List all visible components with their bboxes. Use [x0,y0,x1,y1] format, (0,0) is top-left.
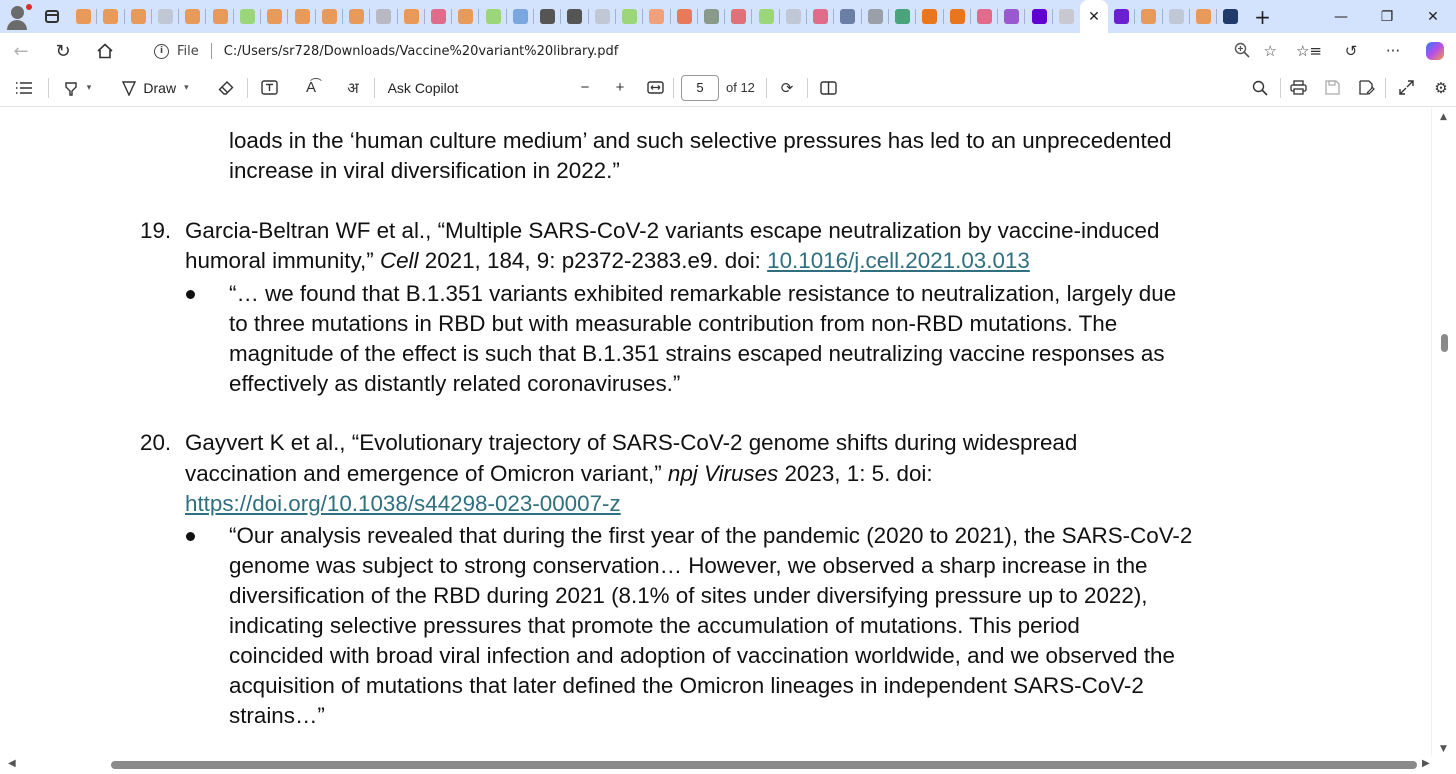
back-button[interactable] [0,33,42,69]
browser-tab[interactable] [944,0,971,33]
browser-tab[interactable] [725,0,752,33]
home-icon [96,42,114,60]
browser-tab[interactable] [1190,0,1217,33]
contents-button[interactable] [0,69,48,107]
bookmark-icon [131,9,146,24]
play-icon [240,9,255,24]
mk-icon [376,9,391,24]
scroll-thumb[interactable] [111,761,1417,769]
yahoo-icon [1032,9,1047,24]
bookmark-icon [1141,9,1156,24]
bookmark-icon [295,9,310,24]
search-icon [1252,80,1268,96]
draw-label: Draw [143,79,177,96]
bookmark-icon [267,9,282,24]
favorites-icon: ☆≡ [1295,42,1322,60]
scroll-up-icon[interactable]: ▲ [1440,112,1447,122]
close-tab-icon[interactable]: ✕ [1088,8,1100,25]
history-button[interactable] [1330,42,1372,60]
chevron-down-icon[interactable]: ▾ [86,82,92,92]
browser-tab[interactable] [889,0,916,33]
quote-line: genome was subject to strong conservation… However, we observed a sharp increase in the [229,553,1148,578]
quote-line: coincided with broad viral infection and adoption of vaccination worldwide, and we observed the [229,643,1175,668]
browser-tab[interactable] [507,0,534,33]
rotate-icon: ⟳ [780,79,794,97]
bookmark-icon [322,9,337,24]
video-icon [977,9,992,24]
browser-tab[interactable] [234,0,261,33]
bullet [186,290,195,299]
horizontal-scrollbar[interactable] [0,756,1456,774]
tab-list-after [1108,0,1244,33]
page-number-container [674,69,726,107]
url-text[interactable]: C:/Users/sr728/Downloads/Vaccine%20variant%20library.pdf [223,43,619,59]
bullet [186,532,195,541]
browser-tab[interactable] [1163,0,1190,33]
mail-icon [1114,9,1129,24]
browser-tab[interactable] [643,0,670,33]
rotate-button[interactable] [767,69,807,107]
leaf-icon [704,9,719,24]
browser-tab[interactable] [97,0,124,33]
plus-icon: + [615,79,625,96]
profile-avatar-icon[interactable] [0,0,34,33]
browser-tab[interactable] [452,0,479,33]
chevron-down-icon[interactable]: ▾ [184,82,189,92]
video-icon [813,9,828,24]
browser-tab[interactable] [561,0,588,33]
page-number-input[interactable]: 5 [681,75,719,101]
quote-line: “… we found that B.1.351 variants exhibited remarkable resistance to neutralization, largely due [229,281,1177,306]
tab-actions-icon[interactable] [34,0,70,33]
video-icon [431,9,446,24]
paragraph-line: increase in viral diversification in 2022.” [229,158,620,183]
fullscreen-button[interactable] [1386,69,1426,107]
browser-tab[interactable] [288,0,315,33]
settings-button[interactable] [1426,69,1456,107]
play-icon [759,9,774,24]
divider [211,43,212,59]
reference-number: 19. [140,218,172,243]
draw-button[interactable] [105,69,205,107]
news-icon [840,9,855,24]
doi-link[interactable]: https://doi.org/10.1038/s44298-023-00007-z [185,491,621,516]
browser-tab[interactable] [1217,0,1244,33]
fit-width-icon [647,81,664,94]
scroll-thumb[interactable] [1441,334,1448,352]
highlighter-icon [63,80,79,96]
zb-icon [1059,9,1074,24]
more-icon: ··· [1385,42,1401,60]
quote-line: to three mutations in RBD but with measurable contribution from non-RBD mutations. The [229,311,1118,336]
browser-tab[interactable] [998,0,1025,33]
quote-line: indicating selective pressures that promote the accumulation of mutations. This period [229,613,1080,638]
close-window-button[interactable]: ✕ [1427,8,1439,25]
notification-dot [26,4,32,10]
browser-tab[interactable] [316,0,343,33]
ask-copilot-button[interactable] [375,69,471,107]
address-bar[interactable] [137,36,1283,66]
browser-tab[interactable] [671,0,698,33]
play-icon [622,9,637,24]
home-button[interactable] [84,33,126,69]
file-scheme-label: File [177,43,199,59]
browser-tab[interactable] [698,0,725,33]
find-button[interactable] [1240,69,1280,107]
bookmark-icon [404,9,419,24]
vertical-scrollbar[interactable] [1431,108,1456,758]
browser-tab[interactable] [862,0,889,33]
quote-line: effectively as distantly related coronaviruses.” [229,371,681,396]
browser-tab[interactable] [261,0,288,33]
window-controls [1318,0,1456,33]
b-icon [649,9,664,24]
address-row [0,33,1456,69]
fox-news-icon [1223,9,1238,24]
browser-tab[interactable] [479,0,506,33]
browser-tab[interactable] [343,0,370,33]
pulse-icon [786,9,801,24]
browser-tab[interactable] [752,0,779,33]
browser-tab[interactable] [780,0,807,33]
browser-tab[interactable] [125,0,152,33]
refresh-button[interactable] [42,33,84,69]
save-as-icon [1359,80,1375,96]
favorite-star-icon[interactable]: ☆ [1263,42,1277,60]
erase-button[interactable] [205,69,247,107]
browser-tab[interactable] [834,0,861,33]
tab-strip [0,0,1456,33]
page-view-button[interactable] [808,69,848,107]
browser-tab[interactable] [807,0,834,33]
highlight-button[interactable] [49,69,105,107]
bookmark-icon [213,9,228,24]
reference-title: Garcia-Beltran WF et al., “Multiple SARS-CoV-2 variants escape neutralization by vaccine-induced [185,218,1160,243]
translate-button[interactable] [332,69,374,107]
browser-tab[interactable] [971,0,998,33]
pdf-toolbar [0,69,1456,107]
browser-tab[interactable] [1135,0,1162,33]
page-count-label: of 12 [726,80,755,95]
browser-tab[interactable] [70,0,97,33]
minimize-button[interactable]: — [1334,8,1348,25]
quote-line: “Our analysis revealed that during the first year of the pandemic (2020 to 2021), the SARS-CoV-2 [229,523,1193,548]
bookmark-icon [950,9,965,24]
browser-tab[interactable] [616,0,643,33]
ask-copilot-label: Ask Copilot [387,79,459,96]
translate-icon: अ [347,79,359,97]
pulse-icon [1169,9,1184,24]
zoom-out-button[interactable] [567,69,603,107]
fit-width-button[interactable] [637,69,673,107]
bookmark-icon [185,9,200,24]
read-aloud-button[interactable] [290,69,332,107]
bookmark-icon [1196,9,1211,24]
save-icon [1325,80,1340,95]
play-icon [486,9,501,24]
refresh-icon: ↻ [55,40,71,62]
browser-tab[interactable] [534,0,561,33]
browser-tab[interactable] [179,0,206,33]
paragraph-line: loads in the ‘human culture medium’ and such selective pressures has led to an unprecedented [229,128,1172,153]
read-aloud-icon: A͡ [305,79,316,96]
restore-button[interactable]: ❐ [1380,8,1394,25]
pdf-page [0,108,1430,758]
bookmark-icon [458,9,473,24]
browser-tab[interactable] [206,0,233,33]
citation-text: humoral immunity,” [185,248,374,273]
quote-line: diversification of the RBD during 2021 (8.1% of sites under diversifying pressure up to 2022), [229,583,1148,608]
r-icon [731,9,746,24]
browser-tab[interactable] [1053,0,1080,33]
minus-icon: − [580,79,590,96]
reference-citation [185,246,1030,276]
pulse-icon [595,9,610,24]
browser-tab[interactable] [916,0,943,33]
print-icon [1290,80,1307,95]
new-tab-button[interactable]: + [1254,4,1271,29]
arrow-left-icon: ← [13,40,29,62]
page-count [726,69,766,107]
bookmark-icon [103,9,118,24]
citation-text: 2023, 1: 5. doi: [784,461,933,486]
copilot-button[interactable] [1414,42,1456,60]
journal-name: Cell [379,248,419,273]
quote-line: strains…” [229,703,325,728]
bookmark-icon [922,9,937,24]
browser-tab[interactable] [152,0,179,33]
journal-name: npj Viruses [667,461,779,486]
bookmark-icon [349,9,364,24]
zoom-icon[interactable] [1234,42,1250,58]
info-icon[interactable]: i [154,44,169,59]
bookmark-icon [76,9,91,24]
pulse-icon [158,9,173,24]
citation-text: 2021, 184, 9: p2372-2383.e9. doi: [424,248,761,273]
quote-line: magnitude of the effect is such that B.1.351 strains escaped neutralizing vaccine responses as [229,341,1165,366]
pdf-viewer[interactable] [0,108,1456,774]
tab-list [70,0,1080,33]
browser-tab[interactable] [370,0,397,33]
browser-tab[interactable] [1025,0,1052,33]
citation-text: vaccination and emergence of Omicron variant,” [185,461,662,486]
glasses-icon [895,9,910,24]
expand-icon [1399,80,1414,95]
scroll-right-icon[interactable]: ▶ [1422,758,1430,769]
scroll-left-icon[interactable]: ◀ [8,758,16,769]
browser-tab[interactable] [425,0,452,33]
favorites-button[interactable] [1288,42,1330,60]
more-menu-button[interactable] [1372,42,1414,60]
history-icon: ↺ [1344,42,1358,60]
copilot-icon [1426,42,1444,60]
pen-icon [121,80,137,96]
quote-line: acquisition of mutations that later defined the Omicron lineages in independent SARS-CoV-2 [229,673,1144,698]
gp-icon [868,9,883,24]
save-as-button[interactable] [1349,69,1385,107]
doi-link[interactable]: 10.1016/j.cell.2021.03.013 [767,248,1030,273]
browser-tab[interactable] [589,0,616,33]
page-view-icon [820,81,837,95]
browser-tab[interactable] [398,0,425,33]
scroll-down-icon[interactable]: ▼ [1440,744,1447,754]
gear-icon: ⚙ [1434,79,1448,97]
text-box-button[interactable] [248,69,290,107]
zoom-in-button[interactable] [603,69,637,107]
reference-number: 20. [140,430,172,455]
print-button[interactable] [1281,69,1315,107]
reference-citation [185,459,933,489]
browser-tab[interactable] [1108,0,1135,33]
e-icon [677,9,692,24]
reference-doi-line [185,489,621,519]
diamond-icon [567,9,582,24]
reference-title: Gayvert K et al., “Evolutionary trajectory of SARS-CoV-2 genome shifts during widespread [185,430,1078,455]
eraser-icon [218,80,234,96]
search-icon [513,9,528,24]
slash-icon [540,9,555,24]
text-box-icon [261,80,278,95]
list-icon [15,81,33,95]
active-tab[interactable] [1080,0,1108,33]
yahoo-icon [1004,9,1019,24]
save-button[interactable] [1315,69,1349,107]
